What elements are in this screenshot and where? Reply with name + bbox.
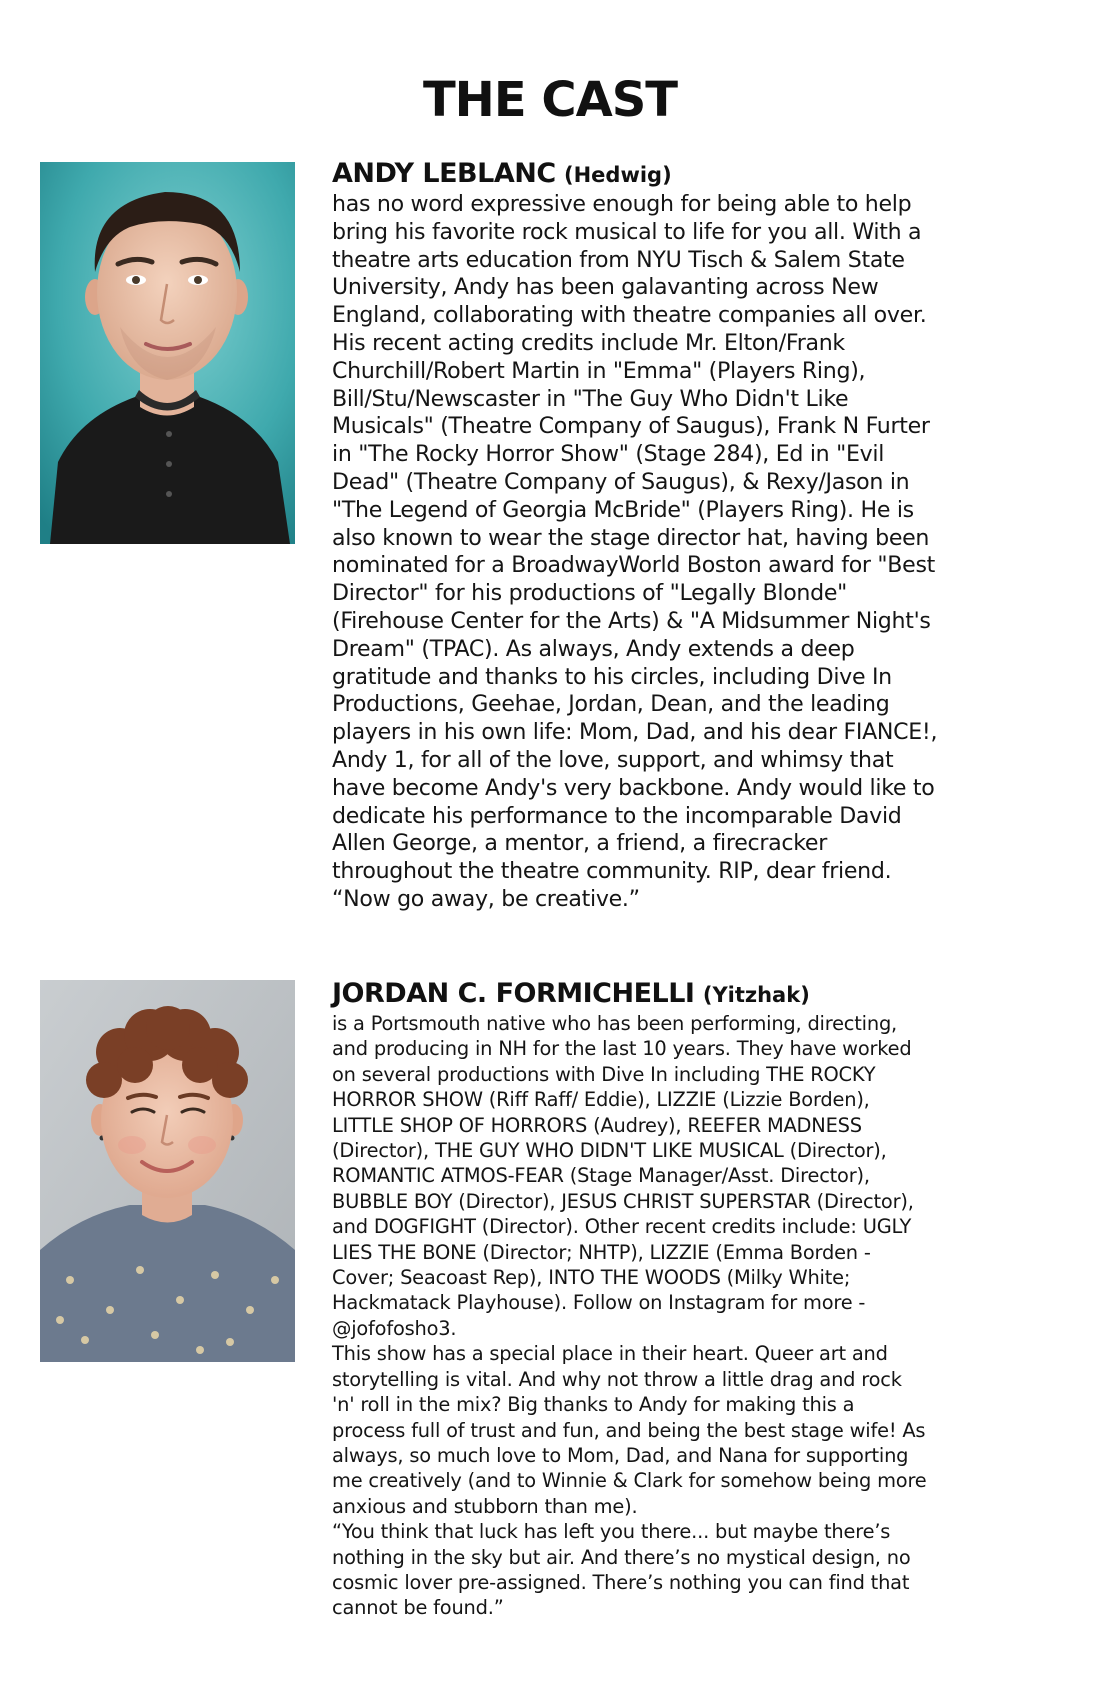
actor-role: (Hedwig) xyxy=(564,163,672,187)
bio-line: throughout the theatre community. RIP, dear friend. xyxy=(332,858,892,885)
bio-line: and DOGFIGHT (Director). Other recent credits include: UGLY xyxy=(332,1215,912,1239)
bio-line: Andy 1, for all of the love, support, and whimsy that xyxy=(332,746,894,773)
bio-line: His recent acting credits include Mr. Elton/Frank xyxy=(332,329,845,356)
bio-line: Director" for his productions of "Legally Blonde" xyxy=(332,580,848,607)
actor-heading xyxy=(332,158,1032,189)
cast-entry-andy-leblanc xyxy=(40,158,1040,918)
bio-line: always, so much love to Mom, Dad, and Nana for supporting xyxy=(332,1443,909,1467)
bio-line: storytelling is vital. And why not throw a little drag and rock xyxy=(332,1367,902,1391)
bio-text xyxy=(332,1011,1032,1621)
bio-line: is a Portsmouth native who has been performing, directing, xyxy=(332,1012,898,1035)
bio-line: ROMANTIC ATMOS-FEAR (Stage Manager/Asst. Director), xyxy=(332,1164,870,1188)
bio-line: theatre arts education from NYU Tisch & Salem State xyxy=(332,246,905,273)
bio-line: LITTLE SHOP OF HORRORS (Audrey), REEFER MADNESS xyxy=(332,1113,862,1137)
bio-line: and producing in NH for the last 10 years. They have worked xyxy=(332,1037,912,1061)
bio-line: also known to wear the stage director hat, having been xyxy=(332,524,930,551)
bio-andy-leblanc xyxy=(332,158,1032,914)
bio-quote: “You think that luck has left you there... but maybe there’s xyxy=(332,1520,891,1544)
bio-line: in "The Rocky Horror Show" (Stage 284), Ed in "Evil xyxy=(332,441,885,468)
bio-quote: cosmic lover pre-assigned. There’s nothing you can find that xyxy=(332,1570,910,1594)
bio-line: Dream" (TPAC). As always, Andy extends a deep xyxy=(332,635,855,662)
bio-line: have become Andy's very backbone. Andy would like to xyxy=(332,774,935,801)
bio-line: Bill/Stu/Newscaster in "The Guy Who Didn't Like xyxy=(332,385,849,412)
bio-line: (Director), THE GUY WHO DIDN'T LIKE MUSICAL (Director), xyxy=(332,1139,887,1163)
bio-line: nominated for a BroadwayWorld Boston award for "Best xyxy=(332,552,936,579)
bio-line: dedicate his performance to the incomparable David xyxy=(332,802,902,829)
bio-line: me creatively (and to Winnie & Clark for somehow being more xyxy=(332,1469,927,1493)
bio-line: "The Legend of Georgia McBride" (Players Ring). He is xyxy=(332,496,914,523)
bio-line: 'n' roll in the mix? Big thanks to Andy for making this a xyxy=(332,1393,855,1417)
bio-line: process full of trust and fun, and being the best stage wife! As xyxy=(332,1418,926,1442)
bio-line: Cover; Seacoast Rep), INTO THE WOODS (Milky White; xyxy=(332,1266,851,1290)
bio-line: has no word expressive enough for being able to help xyxy=(332,191,912,217)
bio-jordan-formichelli xyxy=(332,978,1032,1621)
headshot-andy-leblanc xyxy=(40,162,295,544)
bio-quote: cannot be found.” xyxy=(332,1596,504,1620)
bio-line: anxious and stubborn than me). xyxy=(332,1494,638,1518)
actor-heading xyxy=(332,978,1032,1009)
bio-line: This show has a special place in their heart. Queer art and xyxy=(332,1342,888,1366)
bio-line: on several productions with Dive In including THE ROCKY xyxy=(332,1062,876,1086)
bio-line: Musicals" (Theatre Company of Saugus), Frank N Furter xyxy=(332,413,930,440)
bio-text xyxy=(332,191,1032,914)
headshot-photo xyxy=(40,980,295,1362)
cast-entry-jordan-formichelli xyxy=(40,978,1040,1678)
bio-line: Hackmatack Playhouse). Follow on Instagram for more - xyxy=(332,1291,866,1315)
page-title: THE CAST xyxy=(422,72,678,128)
bio-line: (Firehouse Center for the Arts) & "A Midsummer Night's xyxy=(332,607,931,634)
bio-line: Dead" (Theatre Company of Saugus), & Rexy/Jason in xyxy=(332,468,910,495)
bio-line: University, Andy has been galavanting across New xyxy=(332,274,879,301)
bio-line: LIES THE BONE (Director; NHTP), LIZZIE (Emma Borden - xyxy=(332,1240,871,1264)
bio-line: HORROR SHOW (Riff Raff/ Eddie), LIZZIE (Lizzie Borden), xyxy=(332,1088,870,1112)
bio-quote: nothing in the sky but air. And there’s no mystical design, no xyxy=(332,1545,911,1569)
bio-line: Productions, Geehae, Jordan, Dean, and the leading xyxy=(332,691,890,718)
bio-line: bring his favorite rock musical to life for you all. With a xyxy=(332,218,922,245)
headshot-jordan-formichelli xyxy=(40,980,295,1362)
bio-line: Allen George, a mentor, a friend, a firecracker xyxy=(332,830,827,857)
bio-line: England, collaborating with theatre companies all over. xyxy=(332,302,927,329)
actor-name: ANDY LEBLANC xyxy=(332,158,556,189)
bio-line: BUBBLE BOY (Director), JESUS CHRIST SUPERSTAR (Director), xyxy=(332,1189,914,1213)
actor-role: (Yitzhak) xyxy=(702,983,810,1007)
bio-line: players in his own life: Mom, Dad, and his dear FIANCE!, xyxy=(332,719,938,746)
actor-name: JORDAN C. FORMICHELLI xyxy=(332,978,695,1009)
bio-line: Churchill/Robert Martin in "Emma" (Players Ring), xyxy=(332,357,866,384)
headshot-photo xyxy=(40,162,295,544)
bio-quote: “Now go away, be creative.” xyxy=(332,885,640,912)
instagram-handle: @jofofosho3. xyxy=(332,1316,457,1340)
bio-line: gratitude and thanks to his circles, including Dive In xyxy=(332,663,892,690)
